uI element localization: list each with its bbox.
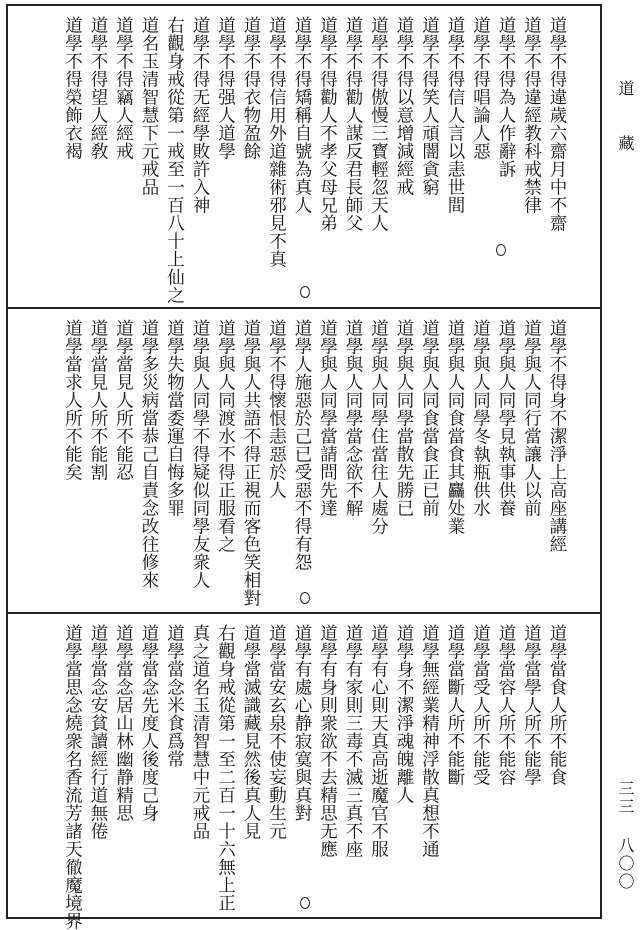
text-column: 道學當念先度人後度己身 xyxy=(139,624,159,822)
text-column: 道學當念居山林幽静精思 xyxy=(113,624,134,822)
text-column: 道學人施惡於己已受惡不得有怨 xyxy=(292,319,312,571)
text-column: 道學與人同渡水不得正服看之 xyxy=(215,319,236,553)
text-column: 道學不得違經教科戒禁律 xyxy=(521,16,542,214)
text-column: 道學當安玄泉不使妄動生元 xyxy=(266,624,287,840)
text-column: 道學與人共語不得正視而客色笑相對 xyxy=(241,319,261,607)
ink-circle-mark xyxy=(300,897,310,909)
text-column: 道學與人同學冬執瓶供水 xyxy=(470,319,491,517)
text-column: 道學當斷人所不能斷 xyxy=(445,624,465,786)
text-column: 右觀身戒從第一戒至一百八十上仙之 xyxy=(164,16,185,304)
text-panel-middle xyxy=(6,309,602,612)
text-column: 道學與人同食當食其麤处業 xyxy=(445,319,465,535)
text-panel-top xyxy=(6,6,602,307)
text-column: 道學當見人所不能割 xyxy=(88,319,108,481)
text-column: 道學身不潔淨魂魄離人 xyxy=(394,624,414,804)
text-column: 道學當求人所不能矣 xyxy=(62,319,83,481)
text-column: 真之道名玉清智慧中元戒品 xyxy=(190,624,210,840)
text-column: 道學不得傲慢三寳輕忽天人 xyxy=(368,16,389,232)
ink-circle-mark xyxy=(300,286,310,298)
text-column: 道學多災病當恭己自責念改往修來 xyxy=(139,319,159,589)
text-column: 道學不得違歲六齋月中不齋 xyxy=(547,16,567,232)
text-column: 道學不得信用外道雜術邪見不真 xyxy=(266,16,287,268)
text-panel-bottom xyxy=(6,614,602,930)
text-column: 道學不得以意增減經戒 xyxy=(394,16,414,196)
text-column: 道學當思念燒衆名香流芳諸天徹魔境界 xyxy=(62,624,83,930)
text-column: 道學不得矯稱自號為真人 xyxy=(292,16,312,214)
text-column: 道學有家則三毒不滅三真不座 xyxy=(343,624,363,858)
page-reference: 三三 八〇〇 xyxy=(616,780,635,891)
ink-circle-mark xyxy=(496,244,506,256)
text-column: 道學不得望人經敎 xyxy=(88,16,108,160)
text-column: 道學不得身不潔淨上高座講經 xyxy=(547,319,567,553)
text-column: 道學無經業精神浮散真想不通 xyxy=(419,624,440,858)
text-column: 道學不得信人言以恚世間 xyxy=(445,16,465,214)
ink-circle-mark xyxy=(300,592,310,604)
text-column: 道學不得无經學敗許入神 xyxy=(190,16,210,214)
text-column: 道學不得懷恨恚惡於人 xyxy=(266,319,287,499)
text-column: 道學當學人所不能學 xyxy=(521,624,542,786)
text-column: 道學當受人所不能受 xyxy=(470,624,491,786)
text-column: 道名玉清智慧下元戒品 xyxy=(139,16,159,196)
text-column: 道學不得榮飾衣褐 xyxy=(62,16,83,160)
text-column: 道學與人同學當散先勝已 xyxy=(394,319,414,517)
text-column: 道學不得勸人謀反君長師父 xyxy=(343,16,363,232)
text-column: 道學與人同學不得疑似同學友衆人 xyxy=(190,319,210,589)
text-column: 道學不得笑人頑闇貪窮 xyxy=(419,16,440,196)
text-column: 道學當念安貧讀經行道無倦 xyxy=(88,624,108,840)
text-column: 道學有處心静寂寞與真對 xyxy=(292,624,312,822)
text-column: 道學不得勸人不孝父母兄弟 xyxy=(317,16,338,232)
text-column: 道學與人同學當念欲不解 xyxy=(343,319,363,517)
text-column: 道學不得唱論人惡 xyxy=(470,16,491,160)
text-column: 道學與人同學當請問先達 xyxy=(317,319,338,517)
text-column: 道學當見人所不能忍 xyxy=(113,319,134,481)
text-column: 道學當容人所不能容 xyxy=(496,624,516,786)
text-column: 道學不得竊人經戒 xyxy=(113,16,134,160)
margin-title: 道 藏 xyxy=(616,80,635,161)
text-column: 道學不得衣物盈餘 xyxy=(241,16,261,160)
text-column: 道學與人同學見執事供養 xyxy=(496,319,516,517)
text-column: 道學不得强人道學 xyxy=(215,16,236,160)
text-column: 道學不得為人作辭訴 xyxy=(496,16,516,178)
text-column: 右觀身戒從第一至二百一十六無上正 xyxy=(215,624,236,912)
text-column: 道學當念米食爲常 xyxy=(164,624,185,768)
text-column: 道學有身則衆欲不去精思无應 xyxy=(317,624,338,858)
text-column: 道學與人同行當讓人以前 xyxy=(521,319,542,517)
text-column: 道學與人同學住當往人處分 xyxy=(368,319,389,535)
text-column: 道學當食人所不能食 xyxy=(547,624,567,786)
text-column: 道學有心則天真高逝魔官不服 xyxy=(368,624,389,858)
text-column: 道學當滅識藏見然後真人見 xyxy=(241,624,261,840)
text-column: 道學與人同食當食正已前 xyxy=(419,319,440,517)
text-column: 道學失物當委運自悔多罪 xyxy=(164,319,185,517)
